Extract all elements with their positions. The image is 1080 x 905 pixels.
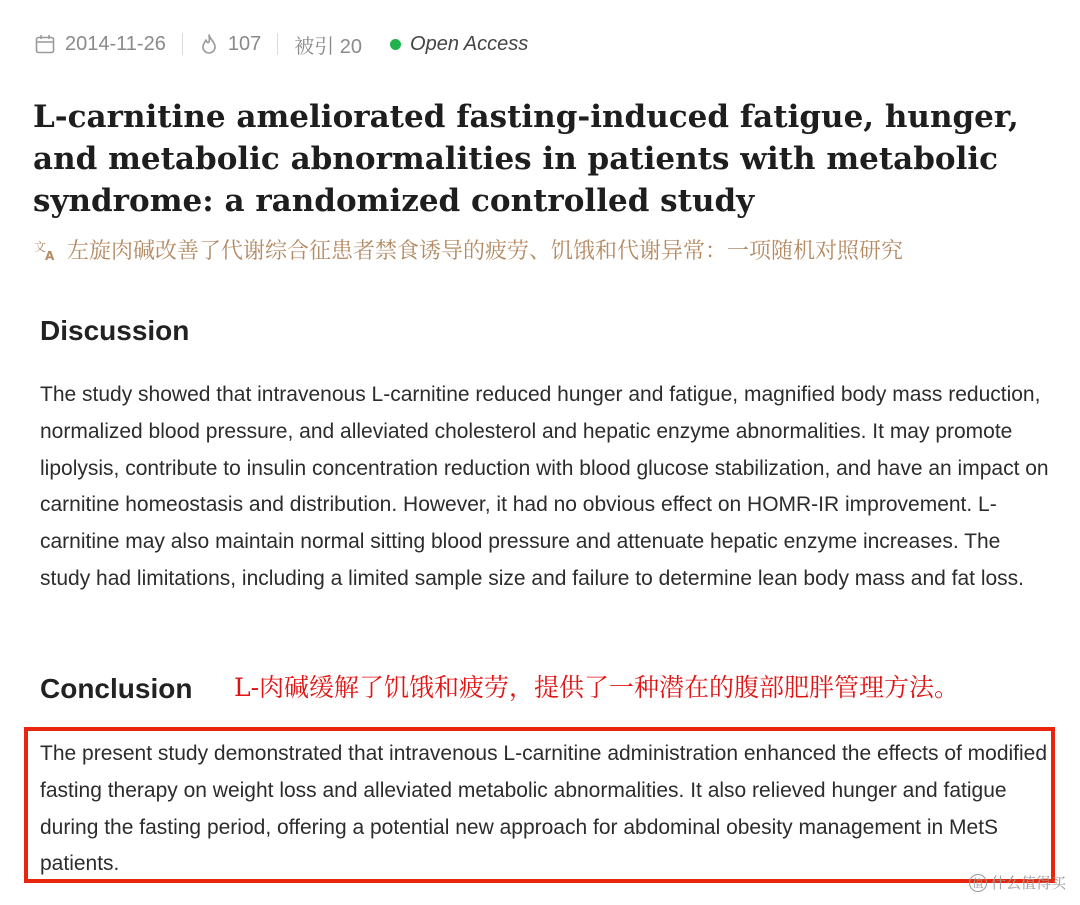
- calendar-icon: [34, 33, 56, 55]
- open-access-dot: [390, 39, 401, 50]
- translate-icon[interactable]: [33, 238, 59, 262]
- svg-text:文: 文: [34, 239, 47, 254]
- citation-count-text: 被引 20: [294, 35, 363, 58]
- discussion-body: The study showed that intravenous L-carnitine reduced hunger and fatigue, magnified body mass reduction, normalized blood pressure, and alleviated cholesterol and hepatic enzyme abnormalities. It may promote lipolysis, contribute to insulin concentration reduction with blood glucose stabilization, and have an impact on carnitine homeostasis and distribution. However, it had no obvious effect on HOMR-IR improvement. L-carnitine may also maintain normal sitting blood pressure and attenuate hepatic enzyme increases. The study had limitations, including a limited sample size and failure to determine lean body mass and fat loss.: [40, 383, 1049, 590]
- citation-count[interactable]: [294, 30, 362, 59]
- view-count: [199, 33, 261, 56]
- site-watermark: [969, 872, 1066, 893]
- publish-date-text: 2014-11-26: [65, 32, 166, 55]
- watermark-logo-icon: 值: [969, 874, 987, 892]
- meta-divider: [182, 33, 183, 55]
- flame-icon: [199, 33, 219, 55]
- svg-text:A: A: [45, 248, 55, 262]
- publish-date: [34, 33, 166, 56]
- article-meta: [34, 28, 528, 60]
- watermark-text: 什么值得买: [990, 875, 1066, 892]
- discussion-heading: Discussion: [40, 315, 190, 346]
- conclusion-body: The present study demonstrated that intravenous L-carnitine administration enhanced the effects of modified fasting therapy on weight loss and alleviated metabolic abnormalities. It also relieved hunger and fatigue during the fasting period, offering a potential new approach for abdominal obesity management in MetS patients.: [40, 742, 1048, 876]
- title-translation-text: 左旋肉碱改善了代谢综合征患者禁食诱导的疲劳、饥饿和代谢异常：一项随机对照研究: [67, 239, 904, 264]
- open-access-label: Open Access: [410, 32, 529, 55]
- article-title: L-carnitine ameliorated fasting-induced fatigue, hunger, and metabolic abnormalities in patients with metabolic syndrome: a randomized controlled study: [33, 99, 1019, 219]
- view-count-text: 107: [227, 32, 262, 55]
- open-access-badge: [390, 33, 528, 56]
- title-translation: [33, 234, 903, 265]
- chinese-annotation: L-肉碱缓解了饥饿和疲劳，提供了一种潜在的腹部肥胖管理方法。: [234, 673, 960, 702]
- meta-divider: [277, 33, 278, 55]
- conclusion-heading: Conclusion: [40, 673, 193, 704]
